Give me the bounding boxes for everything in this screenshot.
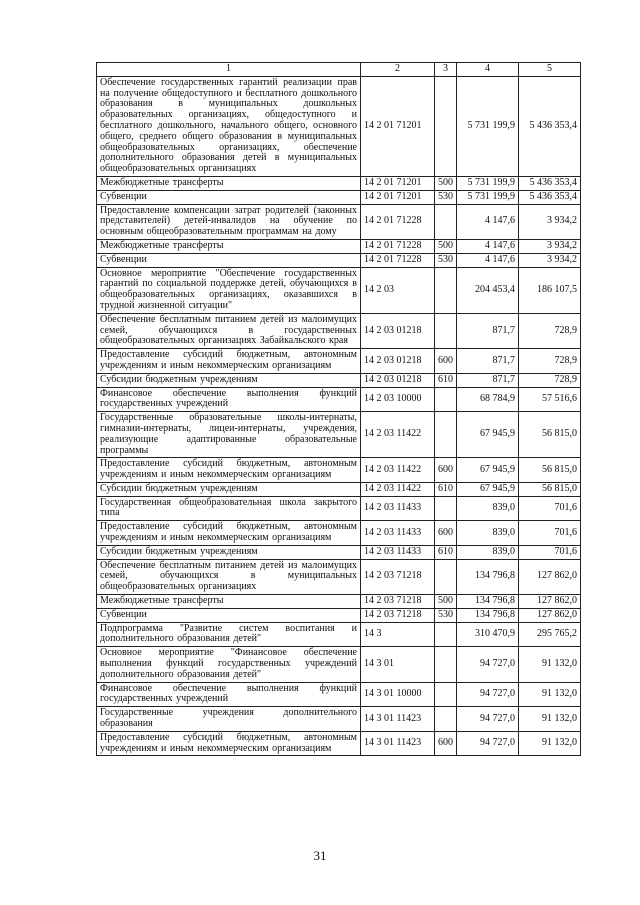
row-value-2025-cell: 3 934,2: [519, 239, 581, 253]
row-name-cell: Субсидии бюджетным учреждениям: [97, 545, 361, 559]
row-value-2025-cell: 91 132,0: [519, 707, 581, 732]
row-value-2025-cell: 5 436 353,4: [519, 176, 581, 190]
row-code-cell: 14 3 01 11423: [361, 707, 435, 732]
table-row: [97, 559, 581, 594]
row-name-cell: Финансовое обеспечение выполнения функций государственных учреждений: [97, 682, 361, 707]
row-value-2024-cell: 5 731 199,9: [457, 176, 519, 190]
table-row: [97, 267, 581, 313]
table-row: [97, 253, 581, 267]
row-code-cell: 14 2 03 11422: [361, 482, 435, 496]
table-row: [97, 373, 581, 387]
table-row: [97, 176, 581, 190]
row-type-cell: 500: [435, 176, 457, 190]
row-type-cell: 610: [435, 545, 457, 559]
table-row: [97, 622, 581, 647]
row-value-2024-cell: 134 796,8: [457, 595, 519, 609]
row-type-cell: 530: [435, 253, 457, 267]
row-value-2025-cell: 701,6: [519, 521, 581, 546]
table-row: [97, 545, 581, 559]
row-value-2025-cell: 127 862,0: [519, 608, 581, 622]
row-name-cell: Подпрограмма "Развитие систем воспитания и дополнительного образования детей": [97, 622, 361, 647]
budget-table: [96, 62, 581, 756]
row-value-2025-cell: 91 132,0: [519, 731, 581, 756]
row-code-cell: 14 2 03 71218: [361, 608, 435, 622]
row-type-cell: [435, 496, 457, 521]
row-name-cell: Государственная общеобразовательная школа закрытого типа: [97, 496, 361, 521]
row-value-2024-cell: 67 945,9: [457, 482, 519, 496]
row-type-cell: [435, 412, 457, 458]
row-value-2024-cell: 5 731 199,9: [457, 190, 519, 204]
row-value-2024-cell: 839,0: [457, 545, 519, 559]
row-code-cell: 14 2 03 11433: [361, 545, 435, 559]
table-row: [97, 190, 581, 204]
row-type-cell: 600: [435, 458, 457, 483]
row-name-cell: Субсидии бюджетным учреждениям: [97, 482, 361, 496]
row-value-2024-cell: 839,0: [457, 521, 519, 546]
table-row: [97, 204, 581, 239]
row-type-cell: [435, 204, 457, 239]
table-row: [97, 239, 581, 253]
row-name-cell: Обеспечение бесплатным питанием детей из малоимущих семей, обучающихся в государственных общеобразовательных организациях Забайкальского края: [97, 313, 361, 348]
column-header: 4: [457, 63, 519, 77]
page-number: 31: [313, 848, 327, 863]
row-value-2025-cell: 56 815,0: [519, 482, 581, 496]
row-code-cell: 14 3: [361, 622, 435, 647]
row-value-2024-cell: 4 147,6: [457, 204, 519, 239]
row-value-2025-cell: 91 132,0: [519, 647, 581, 682]
row-name-cell: Межбюджетные трансферты: [97, 176, 361, 190]
row-value-2025-cell: 5 436 353,4: [519, 190, 581, 204]
row-type-cell: [435, 267, 457, 313]
row-name-cell: Предоставление компенсации затрат родителей (законных представителей) детей-инвалидов на обучение по основным общеобразовательным программам на дому: [97, 204, 361, 239]
row-value-2025-cell: 91 132,0: [519, 682, 581, 707]
row-type-cell: [435, 313, 457, 348]
table-row: [97, 647, 581, 682]
row-type-cell: [435, 707, 457, 732]
column-header: 3: [435, 63, 457, 77]
row-type-cell: 600: [435, 731, 457, 756]
row-value-2025-cell: 127 862,0: [519, 559, 581, 594]
row-value-2024-cell: 67 945,9: [457, 412, 519, 458]
table-header-row: [97, 63, 581, 77]
row-value-2024-cell: 68 784,9: [457, 387, 519, 412]
row-name-cell: Предоставление субсидий бюджетным, автономным учреждениям и иным некоммерческим организациям: [97, 731, 361, 756]
row-value-2025-cell: 701,6: [519, 496, 581, 521]
row-name-cell: Субвенции: [97, 253, 361, 267]
row-value-2024-cell: 134 796,8: [457, 608, 519, 622]
row-name-cell: Субвенции: [97, 190, 361, 204]
row-type-cell: [435, 76, 457, 176]
row-value-2025-cell: 3 934,2: [519, 253, 581, 267]
row-value-2025-cell: 57 516,6: [519, 387, 581, 412]
row-value-2025-cell: 186 107,5: [519, 267, 581, 313]
row-name-cell: Межбюджетные трансферты: [97, 239, 361, 253]
row-value-2024-cell: 67 945,9: [457, 458, 519, 483]
row-code-cell: 14 2 03 01218: [361, 373, 435, 387]
table-row: [97, 412, 581, 458]
table-row: [97, 707, 581, 732]
table-row: [97, 458, 581, 483]
row-value-2024-cell: 94 727,0: [457, 647, 519, 682]
row-code-cell: 14 2 01 71201: [361, 190, 435, 204]
row-name-cell: Предоставление субсидий бюджетным, автономным учреждениям и иным некоммерческим организациям: [97, 521, 361, 546]
table-body: [97, 76, 581, 756]
row-type-cell: [435, 682, 457, 707]
row-name-cell: Основное мероприятие "Обеспечение государственных гарантий по социальной поддержке детей, обучающихся в общеобразовательных организациях, оказавшихся в трудной жизненной ситуации": [97, 267, 361, 313]
table-row: [97, 482, 581, 496]
row-value-2025-cell: 5 436 353,4: [519, 76, 581, 176]
row-code-cell: 14 2 01 71201: [361, 176, 435, 190]
table-row: [97, 608, 581, 622]
row-name-cell: Обеспечение бесплатным питанием детей из малоимущих семей, обучающихся в муниципальных общеобразовательных организациях: [97, 559, 361, 594]
row-type-cell: 610: [435, 482, 457, 496]
row-code-cell: 14 2 01 71228: [361, 239, 435, 253]
row-type-cell: 530: [435, 190, 457, 204]
row-value-2024-cell: 94 727,0: [457, 682, 519, 707]
row-value-2025-cell: 728,9: [519, 349, 581, 374]
row-code-cell: 14 2 03 01218: [361, 313, 435, 348]
row-type-cell: 500: [435, 595, 457, 609]
row-value-2024-cell: 871,7: [457, 313, 519, 348]
row-code-cell: 14 3 01: [361, 647, 435, 682]
row-value-2025-cell: 3 934,2: [519, 204, 581, 239]
row-name-cell: Государственные учреждения дополнительного образования: [97, 707, 361, 732]
row-type-cell: 600: [435, 521, 457, 546]
table-row: [97, 595, 581, 609]
table-row: [97, 313, 581, 348]
row-value-2024-cell: 134 796,8: [457, 559, 519, 594]
row-name-cell: Субсидии бюджетным учреждениям: [97, 373, 361, 387]
table-row: [97, 682, 581, 707]
row-name-cell: Основное мероприятие "Финансовое обеспечение выполнения функций государственных учреждений дополнительного образования детей": [97, 647, 361, 682]
row-code-cell: 14 3 01 10000: [361, 682, 435, 707]
row-code-cell: 14 2 03 71218: [361, 595, 435, 609]
row-value-2025-cell: 295 765,2: [519, 622, 581, 647]
table-row: [97, 76, 581, 176]
row-value-2024-cell: 871,7: [457, 349, 519, 374]
row-value-2025-cell: 728,9: [519, 373, 581, 387]
row-name-cell: Предоставление субсидий бюджетным, автономным учреждениям и иным некоммерческим организациям: [97, 458, 361, 483]
row-code-cell: 14 2 01 71228: [361, 253, 435, 267]
row-code-cell: 14 2 03 11422: [361, 458, 435, 483]
row-type-cell: 500: [435, 239, 457, 253]
row-value-2024-cell: 4 147,6: [457, 239, 519, 253]
row-value-2024-cell: 5 731 199,9: [457, 76, 519, 176]
row-value-2024-cell: 871,7: [457, 373, 519, 387]
table-row: [97, 387, 581, 412]
row-value-2024-cell: 94 727,0: [457, 731, 519, 756]
row-code-cell: 14 2 03 11422: [361, 412, 435, 458]
row-value-2024-cell: 310 470,9: [457, 622, 519, 647]
row-code-cell: 14 2 03 11433: [361, 496, 435, 521]
row-code-cell: 14 2 01 71228: [361, 204, 435, 239]
row-value-2024-cell: 839,0: [457, 496, 519, 521]
row-type-cell: 600: [435, 349, 457, 374]
row-name-cell: Финансовое обеспечение выполнения функций государственных учреждений: [97, 387, 361, 412]
column-header: 2: [361, 63, 435, 77]
row-value-2025-cell: 701,6: [519, 545, 581, 559]
row-name-cell: Государственные образовательные школы-интернаты, гимназии-интернаты, лицеи-интернаты, учреждения, реализующие адаптированные образовательные программы: [97, 412, 361, 458]
row-name-cell: Предоставление субсидий бюджетным, автономным учреждениям и иным некоммерческим организациям: [97, 349, 361, 374]
row-name-cell: Межбюджетные трансферты: [97, 595, 361, 609]
row-value-2024-cell: 204 453,4: [457, 267, 519, 313]
row-type-cell: [435, 559, 457, 594]
row-code-cell: 14 2 03 11433: [361, 521, 435, 546]
row-value-2025-cell: 127 862,0: [519, 595, 581, 609]
row-code-cell: 14 3 01 11423: [361, 731, 435, 756]
table-row: [97, 521, 581, 546]
row-code-cell: 14 2 03 71218: [361, 559, 435, 594]
row-type-cell: 530: [435, 608, 457, 622]
row-name-cell: Субвенции: [97, 608, 361, 622]
row-type-cell: 610: [435, 373, 457, 387]
row-type-cell: [435, 387, 457, 412]
row-code-cell: 14 2 03 01218: [361, 349, 435, 374]
column-header: 5: [519, 63, 581, 77]
table-row: [97, 496, 581, 521]
row-value-2025-cell: 56 815,0: [519, 412, 581, 458]
row-type-cell: [435, 622, 457, 647]
table-row: [97, 731, 581, 756]
row-code-cell: 14 2 01 71201: [361, 76, 435, 176]
row-type-cell: [435, 647, 457, 682]
row-value-2025-cell: 56 815,0: [519, 458, 581, 483]
row-code-cell: 14 2 03: [361, 267, 435, 313]
row-value-2025-cell: 728,9: [519, 313, 581, 348]
row-value-2024-cell: 94 727,0: [457, 707, 519, 732]
table-row: [97, 349, 581, 374]
row-code-cell: 14 2 03 10000: [361, 387, 435, 412]
row-name-cell: Обеспечение государственных гарантий реализации прав на получение общедоступного и бесплатного дошкольного образования в муниципальных дошкольных образовательных организациях, общедоступного и бесплатного дошкольного, начального общего, основного общего, среднего общего образования в муниципальных общеобразовательных организациях, обеспечение дополнительного образования детей в муниципальных общеобразовательных организациях: [97, 76, 361, 176]
row-value-2024-cell: 4 147,6: [457, 253, 519, 267]
column-header: 1: [97, 63, 361, 77]
